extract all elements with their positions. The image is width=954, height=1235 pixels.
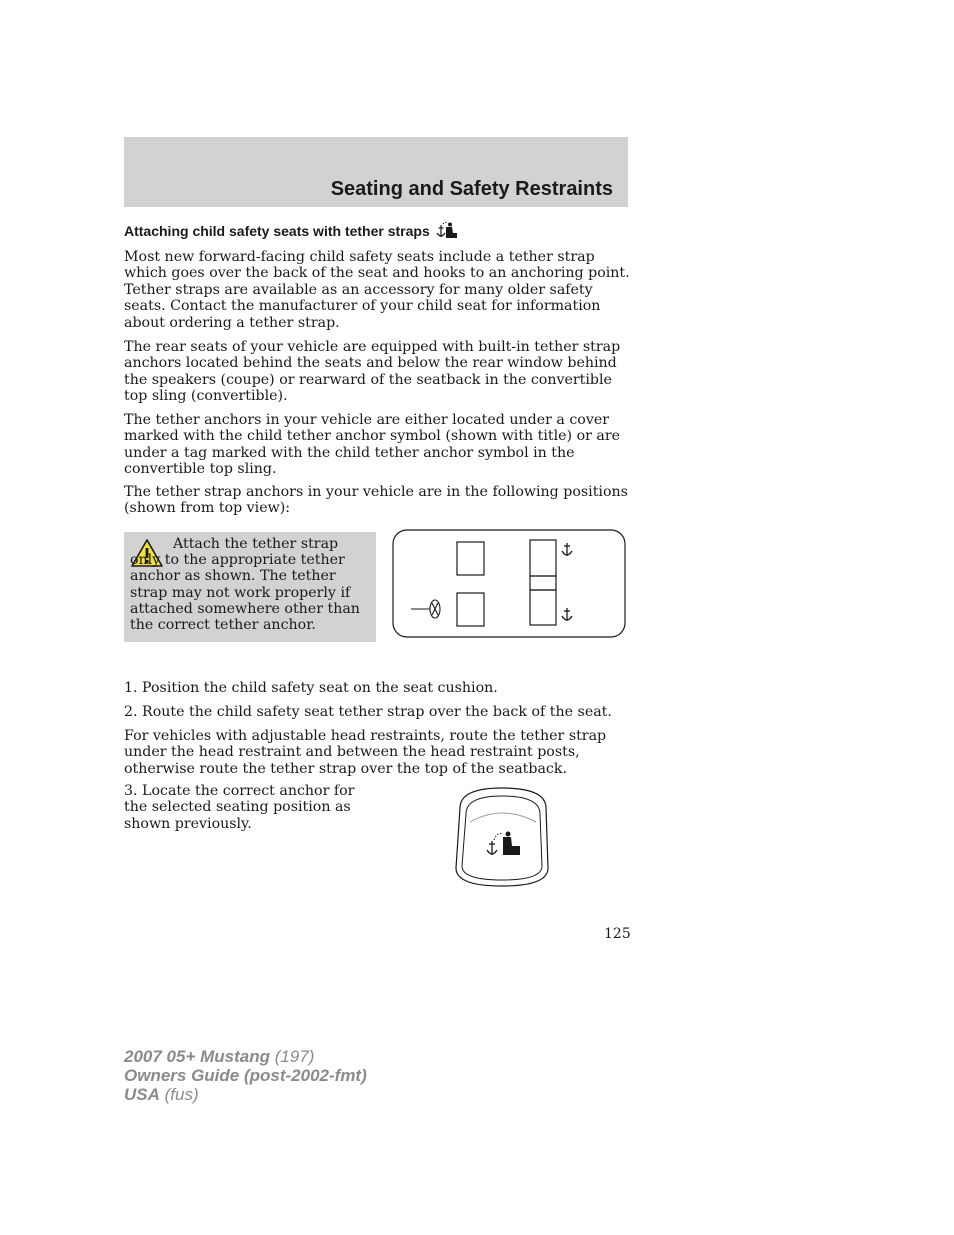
paragraph-2: The rear seats of your vehicle are equipped with built-in tether strap anchors located behind the seats and below the rear window behind the speakers (coupe) or rearward of the seatback in the convertible top sling (convertible). <box>124 339 621 405</box>
child-tether-anchor-icon <box>435 222 459 240</box>
warning-text: Attach the tether strap only to the appropriate tether anchor as shown. The tether strap may not work properly if attached somewhere other than the correct tether anchor. <box>130 536 360 634</box>
subsection-heading <box>124 222 459 240</box>
footer-market: USA <box>124 1085 160 1104</box>
footer-line-2 <box>124 1066 367 1085</box>
section-header-band <box>124 137 628 207</box>
step-1: 1. Position the child safety seat on the seat cushion. <box>124 680 498 696</box>
tether-anchor-position-diagram <box>392 529 628 641</box>
document-footer <box>124 1047 367 1104</box>
section-title: Seating and Safety Restraints <box>330 178 613 200</box>
subsection-heading-text: Attaching child safety seats with tether straps <box>124 223 430 239</box>
page-number: 125 <box>604 926 631 942</box>
footer-market-code: (fus) <box>164 1085 199 1104</box>
footer-guide: Owners Guide (post-2002-fmt) <box>124 1066 367 1085</box>
warning-box <box>124 532 376 642</box>
footer-model-code: (197) <box>274 1047 315 1066</box>
step-2: 2. Route the child safety seat tether strap over the back of the seat. <box>124 704 612 720</box>
footer-model: 2007 05+ Mustang <box>124 1047 270 1066</box>
paragraph-4: The tether strap anchors in your vehicle are in the following positions (shown from top view): <box>124 484 628 517</box>
paragraph-1: Most new forward-facing child safety seats include a tether strap which goes over the back of the seat and hooks to an anchoring point. Tether straps are available as an accessory for many older safety seats. Contact the manufacturer of your child seat for information about ordering a tether strap. <box>124 249 630 331</box>
footer-line-1 <box>124 1047 367 1066</box>
step-3: 3. Locate the correct anchor for the selected seating position as shown previously. <box>124 783 355 832</box>
head-restraint-note: For vehicles with adjustable head restraints, route the tether strap under the head restraint and between the head restraint posts, otherwise route the tether strap over the top of the seatback. <box>124 728 607 777</box>
footer-line-3 <box>124 1085 367 1104</box>
paragraph-3: The tether anchors in your vehicle are either located under a cover marked with the child tether anchor symbol (shown with title) or are under a tag marked with the child tether anchor symbol in the convertible top sling. <box>124 412 621 478</box>
tether-anchor-cover-illustration <box>450 786 556 888</box>
